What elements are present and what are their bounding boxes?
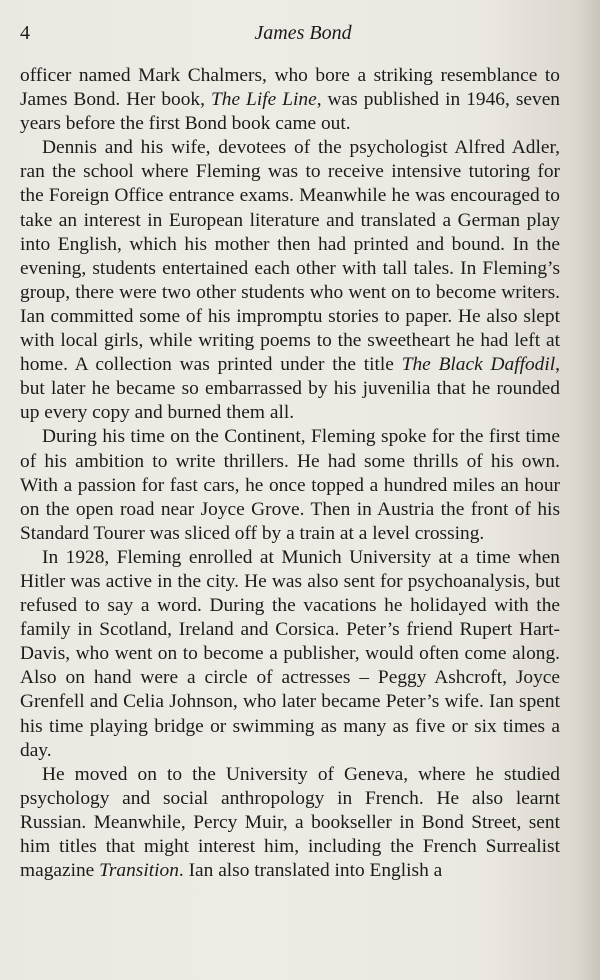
- text-run: , but later he became so embarrassed by his juvenilia that he rounded up every copy and burned them all.: [20, 354, 561, 424]
- text-run: , was published in 1946, seven years before the first Bond book came out.: [20, 89, 560, 135]
- paragraph: [20, 763, 560, 883]
- text-run: Dennis and his wife, devotees of the psychologist Alfred Adler, ran the school where Fleming was to receive intensive tutoring for the Foreign Office entrance exams. Meanwhile he was encouraged to take an interest in European literature and translated a German play into English, which his mother then had printed and bound. In the evening, students entertained each other with tall tales. In Fleming’s group, there were two other students who went on to become writers. Ian committed some of his impromptu stories to paper. He also slept with local girls, while writing poems to the sweetheart he had left at home. A collection was printed under the title: [20, 137, 560, 376]
- paragraph: [20, 136, 560, 425]
- page-number: 4: [20, 22, 30, 44]
- running-head: [20, 20, 564, 46]
- paragraph: [20, 425, 560, 545]
- book-title: James Bond: [254, 22, 352, 44]
- italic-title: Transition: [99, 860, 179, 882]
- italic-title: The Life Line: [210, 89, 317, 111]
- paragraph: [20, 546, 560, 763]
- text-run: In 1928, Fleming enrolled at Munich University at a time when Hitler was active in the city. He was also sent for psychoanalysis, but refused to say a word. During the vacations he holidayed with the family in Scotland, Ireland and Corsica. Peter’s friend Rupert Hart-Davis, who went on to become a publisher, would often come along. Also on hand were a circle of actresses – Peggy Ashcroft, Joyce Grenfell and Celia Johnson, who later became Peter’s wife. Ian spent his time playing bridge or swimming as many as five or six times a day.: [20, 546, 560, 761]
- italic-title: The Black Daffodil: [401, 354, 556, 376]
- text-run: officer named Mark Chalmers, who bore a striking resemblance to James Bond. Her book,: [20, 65, 560, 111]
- paragraph: [20, 64, 560, 136]
- text-run: He moved on to the University of Geneva, where he studied psychology and social anthropology in French. He also learnt Russian. Meanwhile, Percy Muir, a bookseller in Bond Street, sent him titles that might interest him, including the French Surrealist magazine: [20, 763, 560, 882]
- body-text: [20, 64, 560, 883]
- text-run: During his time on the Continent, Fleming spoke for the first time of his ambition to write thrillers. He had some thrills of his own. With a passion for fast cars, he once topped a hundred miles an hour on the open road near Joyce Grove. Then in Austria the front of his Standard Tourer was sliced off by a train at a level crossing.: [20, 426, 560, 544]
- text-run: . Ian also translated into English a: [178, 860, 443, 882]
